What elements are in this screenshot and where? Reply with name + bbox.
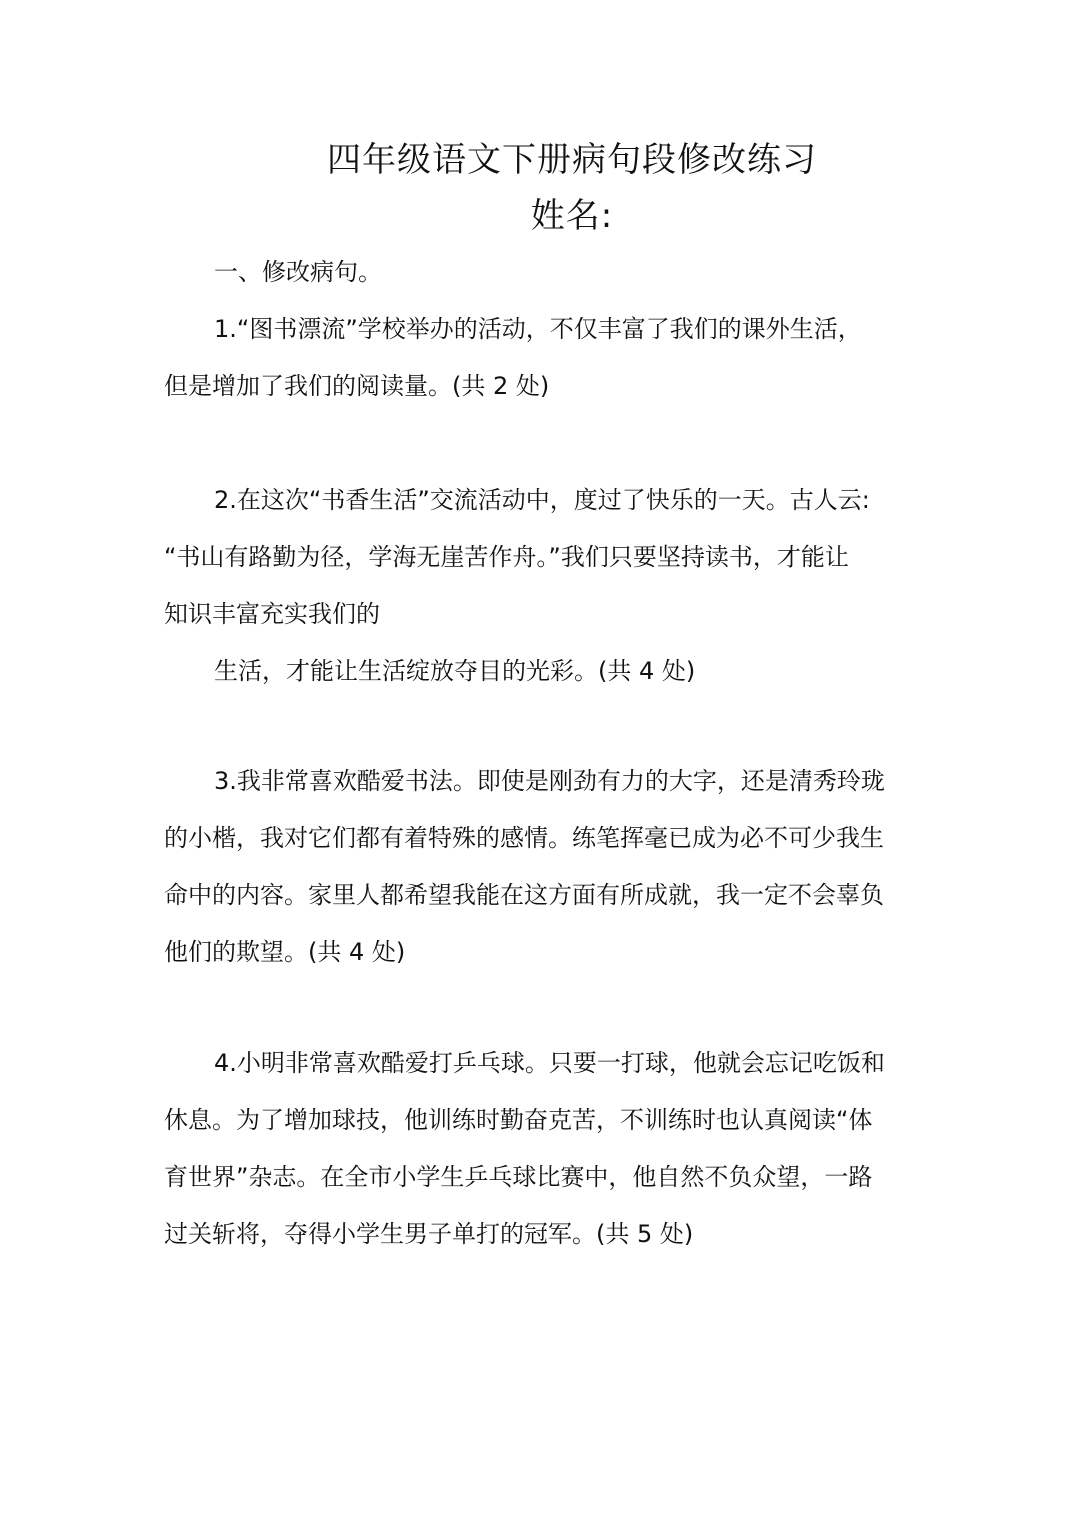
question-line: 过关斩将，夺得小学生男子单打的冠军。(共 5 处) xyxy=(164,1220,694,1248)
question-line: 育世界”杂志。在全市小学生乒乓球比赛中，他自然不负众望，一路 xyxy=(164,1163,873,1191)
question-line: 4.小明非常喜欢酷爱打乒乓球。只要一打球，他就会忘记吃饭和 xyxy=(214,1049,885,1077)
question-line: 知识丰富充实我们的 xyxy=(164,600,380,628)
question-line: 命中的内容。家里人都希望我能在这方面有所成就，我一定不会辜负 xyxy=(164,881,884,909)
question-line: 他们的欺望。(共 4 处) xyxy=(164,938,406,966)
question-line: 2.在这次“书香生活”交流活动中，度过了快乐的一天。古人云: xyxy=(214,486,870,514)
question-line: 休息。为了增加球技，他训练时勤奋克苦，不训练时也认真阅读“体 xyxy=(164,1106,873,1134)
question-line: 3.我非常喜欢酷爱书法。即使是刚劲有力的大字，还是清秀玲珑 xyxy=(214,767,885,795)
question-line: 的小楷，我对它们都有着特殊的感情。练笔挥毫已成为必不可少我生 xyxy=(164,824,884,852)
name-label: 姓名: xyxy=(530,196,614,236)
section-heading: 一、修改病句。 xyxy=(214,258,382,286)
question-line: “书山有路勤为径，学海无崖苦作舟。”我们只要坚持读书，才能让 xyxy=(164,543,849,571)
question-line: 但是增加了我们的阅读量。(共 2 处) xyxy=(164,372,550,400)
question-line: 1.“图书漂流”学校举办的活动，不仅丰富了我们的课外生活， xyxy=(214,315,862,343)
question-line: 生活，才能让生活绽放夺目的光彩。(共 4 处) xyxy=(214,657,696,685)
document-title: 四年级语文下册病句段修改练习 xyxy=(327,140,817,180)
